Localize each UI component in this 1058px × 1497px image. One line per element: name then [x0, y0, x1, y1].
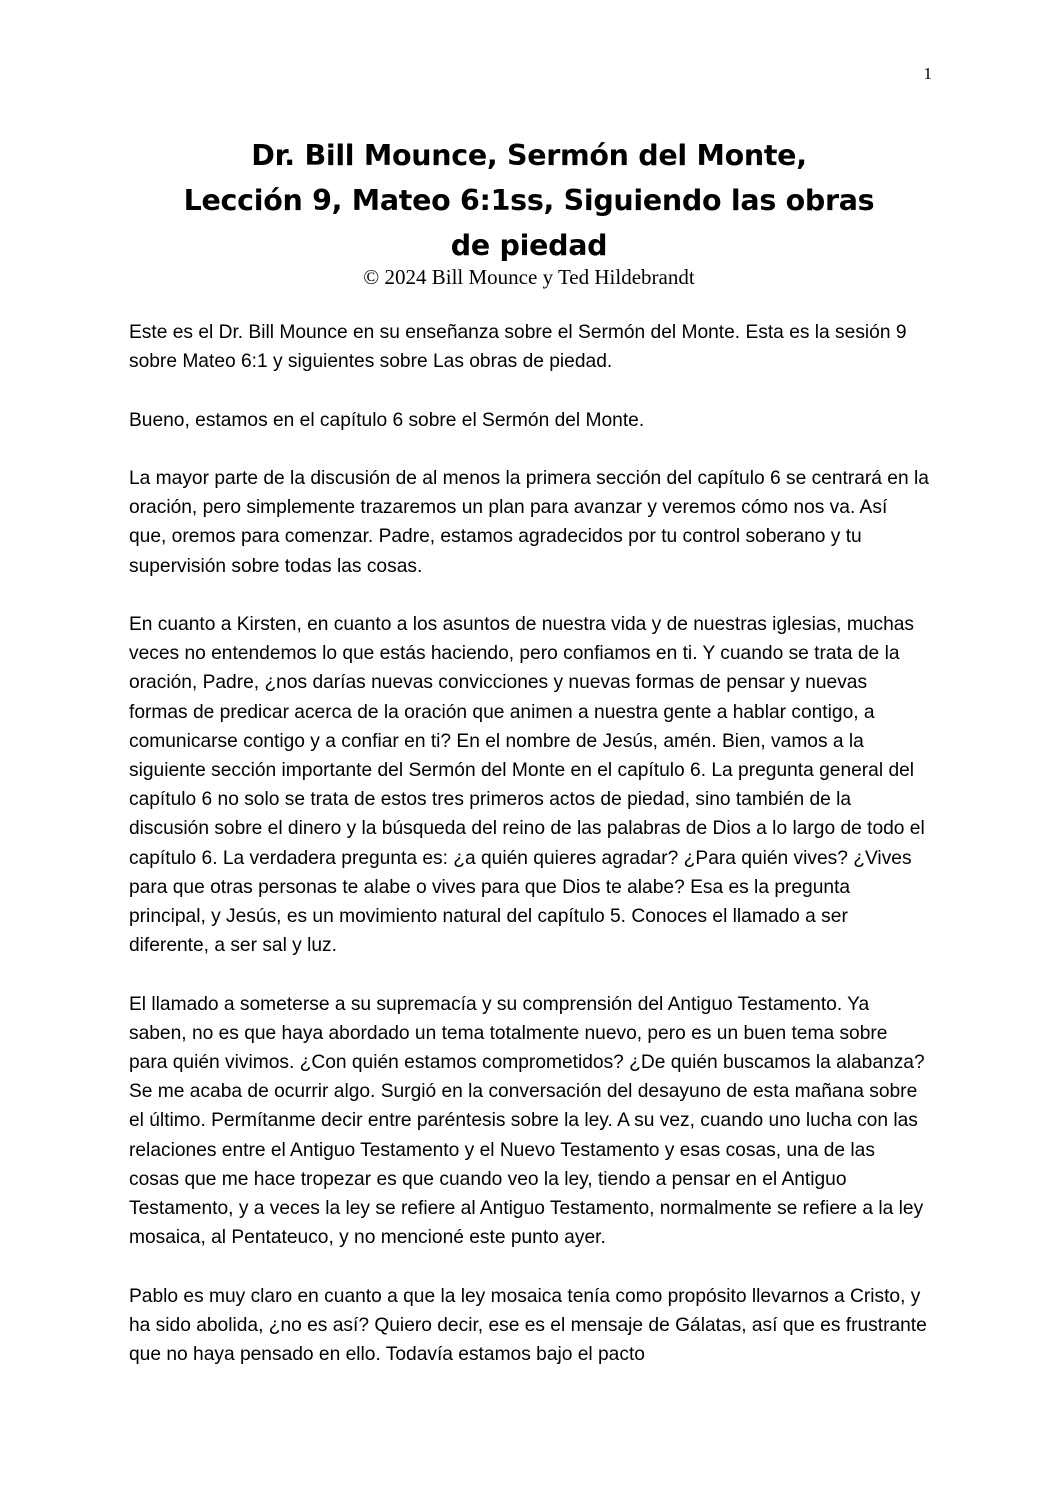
paragraph: Pablo es muy claro en cuanto a que la ley mosaica tenía como propósito llevarnos a Cristo, y ha sido abolida, ¿no es así? Quiero decir, ese es el mensaje de Gálatas, así que es frustrante que no haya pensado en ello. Todavía estamos bajo el pacto: [129, 1285, 927, 1366]
page-number: 1: [923, 64, 932, 83]
title-line: Dr. Bill Mounce, Sermón del Monte,: [251, 139, 807, 172]
paragraph: Este es el Dr. Bill Mounce en su enseñanza sobre el Sermón del Monte. Esta es la sesión 9 sobre Mateo 6:1 y siguientes sobre Las obras de piedad.: [129, 322, 907, 373]
title-line: de piedad: [450, 229, 608, 262]
paragraph: Bueno, estamos en el capítulo 6 sobre el Sermón del Monte.: [129, 409, 645, 431]
paragraph: En cuanto a Kirsten, en cuanto a los asuntos de nuestra vida y de nuestras iglesias, muchas veces no entendemos lo que estás haciendo, pero confiamos en ti. Y cuando se trata de la oración, Padre, ¿nos darías nuevas convicciones y nuevas formas de pensar y nuevas formas de predicar acerca de la oración que animen a nuestra gente a hablar contigo, a comunicarse contigo y a confiar en ti? En el nombre de Jesús, amén. Bien, vamos a la siguiente sección importante del Sermón del Monte en el capítulo 6. La pregunta general del capítulo 6 no solo se trata de estos tres primeros actos de piedad, sino también de la discusión sobre el dinero y la búsqueda del reino de las palabras de Dios a lo largo de todo el capítulo 6. La verdadera pregunta es: ¿a quién quieres agradar? ¿Para quién vives? ¿Vives para que otras personas te alabe o vives para que Dios te alabe? Esa es la pregunta principal, y Jesús, es un movimiento natural del capítulo 5. Conoces el llamado a ser diferente, a ser sal y luz.: [129, 613, 925, 957]
paragraph: El llamado a someterse a su supremacía y su comprensión del Antiguo Testamento. Ya saben, no es que haya abordado un tema totalmente nuevo, pero es un buen tema sobre para quién vivimos. ¿Con quién estamos comprometidos? ¿De quién buscamos la alabanza? Se me acaba de ocurrir algo. Surgió en la conversación del desayuno de esta mañana sobre el último. Permítanme decir entre paréntesis sobre la ley. A su vez, cuando uno lucha con las relaciones entre el Antiguo Testamento y el Nuevo Testamento y esas cosas, una de las cosas que me hace tropezar es que cuando veo la ley, tiendo a pensar en el Antiguo Testamento, y a veces la ley se refiere al Antiguo Testamento, normalmente se refiere a la ley mosaica, al Pentateuco, y no mencioné este punto ayer.: [129, 993, 925, 1249]
document-title: [129, 133, 929, 268]
document-body: [129, 318, 929, 1398]
copyright-line: © 2024 Bill Mounce y Ted Hildebrandt: [363, 265, 695, 289]
title-line: Lección 9, Mateo 6:1ss, Siguiendo las obras: [183, 184, 875, 217]
paragraph: La mayor parte de la discusión de al menos la primera sección del capítulo 6 se centrará en la oración, pero simplemente trazaremos un plan para avanzar y veremos cómo nos va. Así que, oremos para comenzar. Padre, estamos agradecidos por tu control soberano y tu supervisión sobre todas las cosas.: [129, 467, 929, 577]
